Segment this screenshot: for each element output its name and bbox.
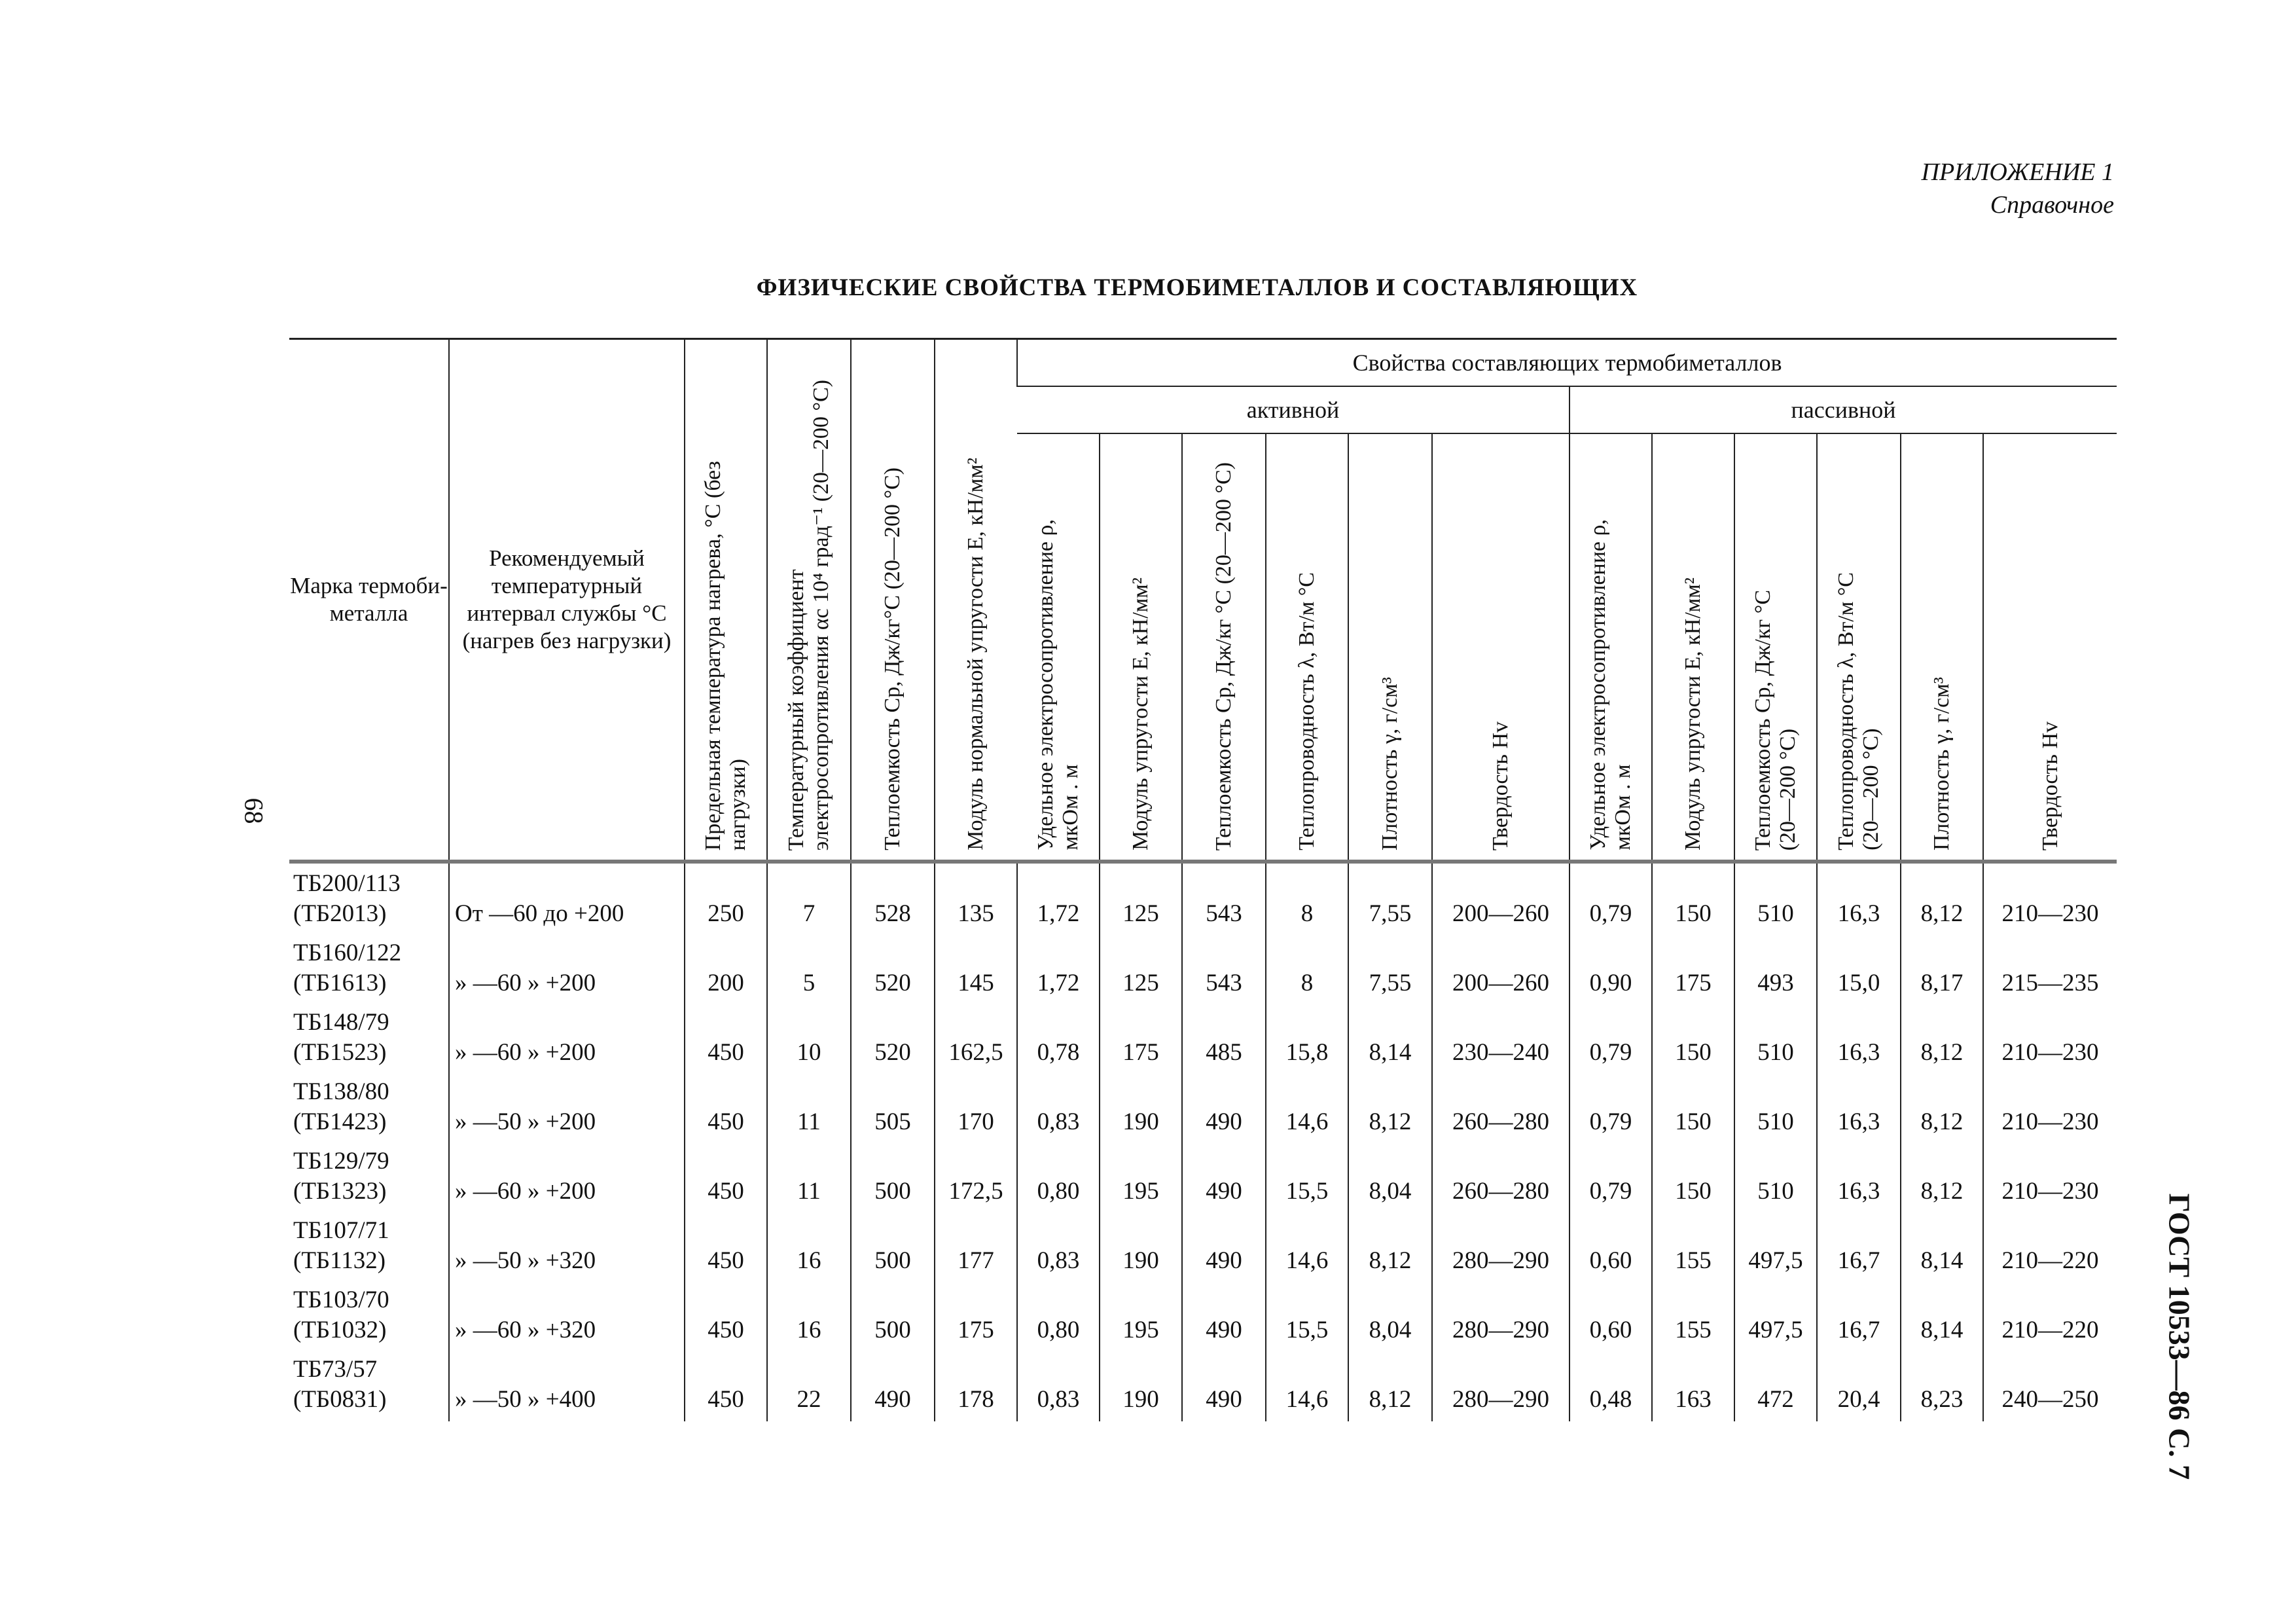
- cell-value: 8,12: [1348, 1352, 1432, 1421]
- cell-mark: [289, 1213, 449, 1283]
- table-row: [289, 1352, 2117, 1421]
- cell-value: 210—230: [1983, 1074, 2117, 1144]
- table-row: [289, 1005, 2117, 1074]
- cell-value: 16,3: [1817, 1005, 1901, 1074]
- cell-value: 150: [1652, 1074, 1734, 1144]
- cell-value: 500: [851, 1144, 935, 1213]
- table-row: [289, 1144, 2117, 1213]
- cell-value: 0,80: [1017, 1144, 1100, 1213]
- header-mark: Марка термоби-металла: [289, 339, 449, 862]
- cell-value: 16,7: [1817, 1283, 1901, 1352]
- header-modulus: [935, 339, 1017, 862]
- cell-value: 240—250: [1983, 1352, 2117, 1421]
- cell-value: 450: [685, 1005, 767, 1074]
- cell-value: 16: [767, 1213, 851, 1283]
- cell-value: 162,5: [935, 1005, 1017, 1074]
- cell-value: 15,5: [1266, 1144, 1348, 1213]
- passive-col-4-line: Плотность γ, г/см³: [1929, 676, 1954, 850]
- cell-value: 11: [767, 1074, 851, 1144]
- active-col-0-line: Удельное электросопротивление ρ,: [1033, 519, 1058, 850]
- cell-value: 175: [1652, 936, 1734, 1005]
- cell-value: 135: [935, 862, 1017, 936]
- cell-value: 520: [851, 1005, 935, 1074]
- cell-value: 22: [767, 1352, 851, 1421]
- cell-value: 14,6: [1266, 1074, 1348, 1144]
- cell-mark-line: (ТБ2013): [293, 900, 387, 927]
- cell-value: 0,79: [1570, 1074, 1652, 1144]
- cell-mark: [289, 862, 449, 936]
- table-row: [289, 1213, 2117, 1283]
- cell-value: 0,79: [1570, 1005, 1652, 1074]
- cell-value: 520: [851, 936, 935, 1005]
- header-heat-capacity-text: Теплоемкость Cp, Дж/кг°С (20—200 °С): [880, 467, 905, 850]
- cell-value: 0,79: [1570, 862, 1652, 936]
- cell-value: 543: [1182, 862, 1266, 936]
- cell-value: 190: [1100, 1352, 1182, 1421]
- cell-value: 7: [767, 862, 851, 936]
- active-col-1-line: Модуль упругости Е, кН/мм²: [1128, 577, 1153, 850]
- cell-value: 280—290: [1432, 1352, 1570, 1421]
- cell-value: 8,12: [1901, 1005, 1983, 1074]
- cell-value: 125: [1100, 936, 1182, 1005]
- cell-value: 195: [1100, 1283, 1182, 1352]
- cell-value: 8,14: [1901, 1283, 1983, 1352]
- cell-value: 190: [1100, 1074, 1182, 1144]
- cell-mark-line: ТБ129/79: [293, 1148, 389, 1175]
- cell-value: 0,90: [1570, 936, 1652, 1005]
- cell-value: 7,55: [1348, 936, 1432, 1005]
- appendix-number: ПРИЛОЖЕНИЕ 1: [1921, 158, 2114, 186]
- cell-value: 450: [685, 1352, 767, 1421]
- cell-mark: [289, 1144, 449, 1213]
- properties-table: [289, 338, 2117, 1421]
- cell-value: 150: [1652, 1005, 1734, 1074]
- active-col-3: [1266, 433, 1348, 862]
- cell-value: 505: [851, 1074, 935, 1144]
- cell-value: 177: [935, 1213, 1017, 1283]
- cell-value: 490: [1182, 1144, 1266, 1213]
- cell-value: 0,83: [1017, 1074, 1100, 1144]
- cell-value: 490: [1182, 1074, 1266, 1144]
- header-tcr: [767, 339, 851, 862]
- cell-value: 1,72: [1017, 862, 1100, 936]
- cell-value: 155: [1652, 1213, 1734, 1283]
- passive-col-2: [1734, 433, 1817, 862]
- cell-value: 450: [685, 1074, 767, 1144]
- table-row: [289, 862, 2117, 936]
- cell-value: 472: [1734, 1352, 1817, 1421]
- cell-mark-line: ТБ138/80: [293, 1078, 389, 1105]
- passive-col-1-line: Модуль упругости Е, кН/мм²: [1681, 577, 1705, 850]
- cell-value: 5: [767, 936, 851, 1005]
- passive-col-3: [1817, 433, 1901, 862]
- cell-value: 543: [1182, 936, 1266, 1005]
- cell-range: » —60 » +200: [449, 1144, 685, 1213]
- cell-value: 16,7: [1817, 1213, 1901, 1283]
- cell-value: 14,6: [1266, 1213, 1348, 1283]
- passive-col-5-line: Твердость Hv: [2037, 721, 2062, 850]
- cell-value: 178: [935, 1352, 1017, 1421]
- header-max-temp-l2: нагрузки): [726, 758, 750, 850]
- cell-value: 8,23: [1901, 1352, 1983, 1421]
- cell-value: 8,17: [1901, 936, 1983, 1005]
- cell-value: 510: [1734, 862, 1817, 936]
- passive-col-0-line: Удельное электросопротивление ρ,: [1586, 519, 1610, 850]
- cell-value: 215—235: [1983, 936, 2117, 1005]
- passive-col-4: [1901, 433, 1983, 862]
- cell-value: 0,83: [1017, 1213, 1100, 1283]
- cell-value: 490: [1182, 1283, 1266, 1352]
- cell-value: 210—230: [1983, 862, 2117, 936]
- cell-range: От —60 до +200: [449, 862, 685, 936]
- cell-value: 8,14: [1901, 1213, 1983, 1283]
- cell-value: 8,12: [1901, 1144, 1983, 1213]
- cell-value: 200—260: [1432, 862, 1570, 936]
- cell-value: 8,04: [1348, 1283, 1432, 1352]
- cell-value: 16: [767, 1283, 851, 1352]
- active-col-0: [1017, 433, 1100, 862]
- cell-mark-line: (ТБ1423): [293, 1108, 387, 1135]
- cell-value: 145: [935, 936, 1017, 1005]
- cell-value: 8,14: [1348, 1005, 1432, 1074]
- page-title: ФИЗИЧЕСКИЕ СВОЙСТВА ТЕРМОБИМЕТАЛЛОВ И СОСТАВЛЯЮЩИХ: [756, 274, 1638, 301]
- header-passive: пассивной: [1570, 386, 2117, 433]
- cell-value: 450: [685, 1213, 767, 1283]
- cell-mark-line: (ТБ1132): [293, 1247, 386, 1274]
- cell-value: 280—290: [1432, 1213, 1570, 1283]
- cell-range: » —60 » +320: [449, 1283, 685, 1352]
- cell-value: 510: [1734, 1144, 1817, 1213]
- cell-value: 490: [851, 1352, 935, 1421]
- cell-value: 497,5: [1734, 1283, 1817, 1352]
- cell-value: 497,5: [1734, 1213, 1817, 1283]
- cell-value: 500: [851, 1213, 935, 1283]
- cell-value: 210—220: [1983, 1213, 2117, 1283]
- cell-mark-line: ТБ160/122: [293, 939, 402, 966]
- cell-mark: [289, 1283, 449, 1352]
- header-modulus-text: Модуль нормальной упругости Е, кН/мм²: [963, 458, 988, 850]
- cell-mark: [289, 1352, 449, 1421]
- table-row: [289, 1283, 2117, 1352]
- cell-mark-line: (ТБ1323): [293, 1178, 387, 1205]
- cell-value: 195: [1100, 1144, 1182, 1213]
- cell-value: 15,0: [1817, 936, 1901, 1005]
- cell-mark-line: (ТБ1523): [293, 1039, 387, 1066]
- active-col-2: [1182, 433, 1266, 862]
- gost-label: ГОСТ 10533—86 С. 7: [2162, 1193, 2197, 1480]
- cell-value: 450: [685, 1283, 767, 1352]
- cell-value: 20,4: [1817, 1352, 1901, 1421]
- passive-col-2-line: (20—200 °С): [1776, 728, 1800, 850]
- cell-value: 15,8: [1266, 1005, 1348, 1074]
- passive-col-0: [1570, 433, 1652, 862]
- cell-value: 260—280: [1432, 1144, 1570, 1213]
- cell-mark-line: (ТБ1032): [293, 1317, 387, 1343]
- cell-value: 10: [767, 1005, 851, 1074]
- cell-value: 490: [1182, 1213, 1266, 1283]
- cell-mark-line: (ТБ1613): [293, 970, 387, 996]
- cell-value: 172,5: [935, 1144, 1017, 1213]
- passive-col-3-line: (20—200 °С): [1859, 728, 1883, 850]
- cell-value: 493: [1734, 936, 1817, 1005]
- cell-value: 175: [935, 1283, 1017, 1352]
- cell-value: 510: [1734, 1005, 1817, 1074]
- cell-value: 528: [851, 862, 935, 936]
- cell-value: 16,3: [1817, 862, 1901, 936]
- cell-value: 0,60: [1570, 1283, 1652, 1352]
- cell-value: 200: [685, 936, 767, 1005]
- cell-value: 11: [767, 1144, 851, 1213]
- cell-value: 8: [1266, 936, 1348, 1005]
- page-number: 68: [239, 797, 269, 824]
- passive-col-0-line: мкОм . м: [1611, 764, 1635, 850]
- cell-value: 7,55: [1348, 862, 1432, 936]
- cell-value: 1,72: [1017, 936, 1100, 1005]
- active-col-0-line: мкОм . м: [1058, 764, 1083, 850]
- cell-value: 8,12: [1348, 1074, 1432, 1144]
- active-col-4: [1348, 433, 1432, 862]
- header-max-temp-l1: Предельная температура нагрева, °С (без: [701, 460, 725, 850]
- cell-value: 490: [1182, 1352, 1266, 1421]
- active-col-2-line: Теплоемкость Cp, Дж/кг °С (20—200 °С): [1211, 462, 1236, 850]
- passive-col-3-line: Теплопроводность λ, Вт/м °С: [1834, 572, 1858, 850]
- cell-value: 190: [1100, 1213, 1182, 1283]
- cell-range: » —50 » +320: [449, 1213, 685, 1283]
- cell-mark: [289, 1005, 449, 1074]
- header-tcr-l2: электросопротивления αc 10⁴ град⁻¹ (20—200 °С): [809, 379, 833, 850]
- header-tcr-l1: Температурный коэффициент: [784, 569, 808, 850]
- cell-value: 150: [1652, 862, 1734, 936]
- table-row: [289, 1074, 2117, 1144]
- cell-value: 200—260: [1432, 936, 1570, 1005]
- cell-value: 450: [685, 1144, 767, 1213]
- cell-range: » —50 » +200: [449, 1074, 685, 1144]
- cell-value: 8,12: [1348, 1213, 1432, 1283]
- cell-value: 16,3: [1817, 1074, 1901, 1144]
- appendix-label: [1922, 156, 2114, 221]
- cell-value: 8: [1266, 862, 1348, 936]
- header-heat-capacity: [851, 339, 935, 862]
- table-row: [289, 936, 2117, 1005]
- cell-value: 230—240: [1432, 1005, 1570, 1074]
- cell-mark-line: ТБ73/57: [293, 1356, 378, 1383]
- cell-value: 8,12: [1901, 862, 1983, 936]
- cell-value: 170: [935, 1074, 1017, 1144]
- cell-value: 0,60: [1570, 1213, 1652, 1283]
- cell-value: 500: [851, 1283, 935, 1352]
- header-interval: Рекомендуемый температурный интервал службы °С (нагрев без нагрузки): [449, 339, 685, 862]
- passive-col-5: [1983, 433, 2117, 862]
- cell-value: 210—230: [1983, 1144, 2117, 1213]
- passive-col-1: [1652, 433, 1734, 862]
- appendix-type: Справочное: [1990, 191, 2114, 219]
- cell-mark-line: ТБ148/79: [293, 1009, 389, 1036]
- cell-mark: [289, 936, 449, 1005]
- cell-value: 125: [1100, 862, 1182, 936]
- cell-value: 0,80: [1017, 1283, 1100, 1352]
- active-col-1: [1100, 433, 1182, 862]
- cell-value: 0,83: [1017, 1352, 1100, 1421]
- cell-value: 16,3: [1817, 1144, 1901, 1213]
- passive-col-2-line: Теплоемкость Cp, Дж/кг °С: [1751, 589, 1775, 850]
- cell-value: 210—220: [1983, 1283, 2117, 1352]
- cell-value: 250: [685, 862, 767, 936]
- cell-value: 510: [1734, 1074, 1817, 1144]
- cell-value: 485: [1182, 1005, 1266, 1074]
- header-group: Свойства составляющих термобиметаллов: [1017, 339, 2117, 387]
- cell-value: 0,79: [1570, 1144, 1652, 1213]
- active-col-5: [1432, 433, 1570, 862]
- cell-mark-line: (ТБ0831): [293, 1386, 387, 1413]
- cell-value: 150: [1652, 1144, 1734, 1213]
- cell-value: 8,12: [1901, 1074, 1983, 1144]
- cell-value: 260—280: [1432, 1074, 1570, 1144]
- cell-value: 280—290: [1432, 1283, 1570, 1352]
- cell-value: 175: [1100, 1005, 1182, 1074]
- cell-range: » —60 » +200: [449, 936, 685, 1005]
- cell-value: 155: [1652, 1283, 1734, 1352]
- cell-value: 163: [1652, 1352, 1734, 1421]
- cell-value: 210—230: [1983, 1005, 2117, 1074]
- header-max-temp: [685, 339, 767, 862]
- cell-mark-line: ТБ107/71: [293, 1217, 389, 1244]
- active-col-4-line: Плотность γ, г/см³: [1378, 676, 1402, 850]
- cell-mark-line: ТБ200/113: [293, 870, 401, 897]
- cell-value: 15,5: [1266, 1283, 1348, 1352]
- cell-value: 8,04: [1348, 1144, 1432, 1213]
- active-col-5-line: Твердость Hv: [1488, 721, 1513, 850]
- cell-mark: [289, 1074, 449, 1144]
- cell-range: » —50 » +400: [449, 1352, 685, 1421]
- header-active: активной: [1017, 386, 1570, 433]
- cell-value: 0,48: [1570, 1352, 1652, 1421]
- cell-value: 14,6: [1266, 1352, 1348, 1421]
- active-col-3-line: Теплопроводность λ, Вт/м °С: [1295, 572, 1319, 850]
- cell-mark-line: ТБ103/70: [293, 1286, 389, 1313]
- cell-range: » —60 » +200: [449, 1005, 685, 1074]
- cell-value: 0,78: [1017, 1005, 1100, 1074]
